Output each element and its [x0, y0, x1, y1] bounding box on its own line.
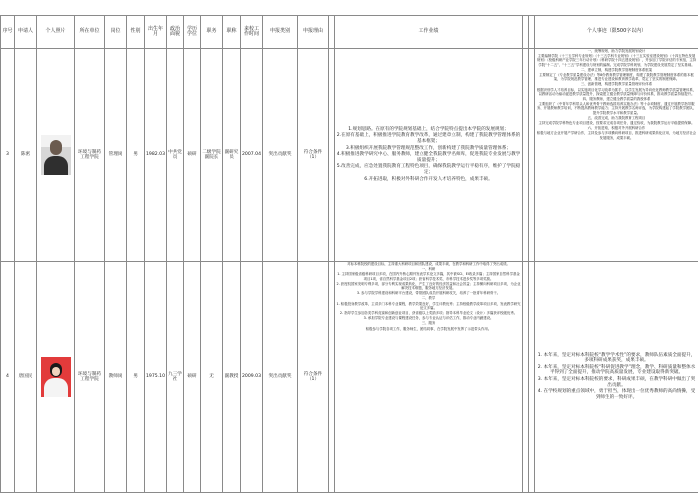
- story-item: 主持完成学院学科特色专业项目建设，按要求完成各项任务，通过验收，为我院教学运行平稳提供保障。: [538, 121, 695, 126]
- story-item: 六、开拓进取，积极对外开展科研合作: [587, 126, 646, 131]
- achievement-item: 1. 主持国家级省级科研项目多项，在国内外核心期刊发表学术论文多篇，其中被SCI、EI收录多篇；主持国家自然科学基金项目1项，省自然科学基金项目2项；获省科学技术奖、市科学技术进步奖等多项奖励。: [337, 272, 520, 281]
- unit-cell: 环境与制药工程学院: [75, 262, 105, 493]
- header-join: 来校工作时间: [241, 16, 263, 49]
- achievement-item: 积极参与学院各项工作，服务师生，团结同事，在学院发展中发挥了示范带头作用。: [365, 326, 492, 331]
- story-item: 一、统筹规划，助力学院发展规划设计: [587, 49, 646, 53]
- duty-cell: 二级学院副院长: [201, 49, 223, 262]
- story-item: 主要编制学院《十三五学科专业规划》《十三五学科专业规划》《十三五实验室建设规划》《十四五特色发展规划》《校级科研产业学院三年行动计划》《科研学院十四五建设规划》，并参加了学院评估的专家组，主持学院“十二五”、“十三五”学科建设与规划的编制。完成学院学科规划，为学院建设发展奠定了坚实基础。: [536, 54, 697, 67]
- header-row: [1, 16, 698, 49]
- gender-cell: 男: [127, 262, 145, 493]
- name-cell: 唐国民: [15, 262, 37, 493]
- achievement-item: 2. 指导学生参加各类学科竞赛和创新创业项目，获省级以上奖励多项；指导本科毕业论文（设计）多篇获评校级优秀。: [339, 311, 518, 316]
- join-cell: 2007.04: [241, 49, 263, 262]
- story-item: 二、建章立制，构建学院教学管理制度体系框架: [580, 67, 653, 72]
- achievement-item: 6.开拓进取，积极对外科研合作开发人才培养特色，成果丰硕。: [364, 176, 493, 182]
- politics-cell: 九三学社: [167, 262, 184, 493]
- reason-cell: 符合条件（1）: [298, 262, 329, 493]
- story-item: 根据识别学人才培养目标，以实施项目化学习改革为抓手，以学生发展为导向优化教师教学质量管理体系，以教研活动为驱动促进教学质量提升，探索建立健全教学质量保障与评价体系，推动教学质量持续提升。: [536, 87, 697, 96]
- header-photo: 个人照片: [37, 16, 75, 49]
- story-item: 3. 本年来，坚定对标本科院校的要求，科研成果丰硕，在教学科研中做出了突出贡献。: [537, 377, 696, 388]
- story-item: 三、创新管理，构建学院教学质量管理评价体系: [580, 82, 653, 87]
- category-cell: 突出贡献奖: [263, 49, 298, 262]
- achievement-item: 5.改善完成，应急处置我院教育工程特色项目，确保我院教学运行平稳有序，维护了学院稳定；: [336, 164, 521, 175]
- header-title: 职称: [223, 16, 241, 49]
- header-birth: 出生年月: [145, 16, 167, 49]
- title-cell: 副教授: [223, 262, 241, 493]
- story-item: 积极与地方企业开展产学研合作，主持及参与多项横向科研项目，推进科研成果转化应用，为地方经济社会发展服务，成果丰硕。: [536, 131, 697, 140]
- name-cell: 陈密: [15, 49, 37, 262]
- title-cell: 副研究员: [223, 49, 241, 262]
- story-item: 4. 在学校规划的重点领域中，勇于担当，体现出一位优秀教师的高尚情操，受到师生的一致好评。: [537, 389, 696, 400]
- story-item: 四、服务教师，建立健全教学质量的我校体系: [582, 97, 651, 102]
- post-cell: 管理岗: [105, 49, 127, 262]
- achievement-item: 1.规划思路。在原有的学院规划基础上，结合学院特点提出本学院的发展规划；: [348, 126, 509, 132]
- degree-cell: 硕研: [184, 262, 201, 493]
- achievement-item: 二、教学: [421, 296, 436, 301]
- achievements-cell: [335, 49, 523, 262]
- header-unit: 所在单位: [75, 16, 105, 49]
- header-category: 申报类别: [263, 16, 298, 49]
- header-seq: 序号: [1, 16, 15, 49]
- story-item: 2. 本年来，坚定对标本科院校“科研促进教学”理念，教学、科研质量和整体水平得到了全面提升，推动学院高质量发展，专业建设取得新突破。: [537, 364, 696, 376]
- header-achievements: 工作业绩: [335, 16, 523, 49]
- achievement-item: 4.积极推进教学研究中心、服务教师，建立健全我院教学名师库，促进我院专业发展与教学质量提升；: [336, 152, 521, 163]
- table-row: [1, 49, 698, 262]
- reason-cell: 符合条件（1）: [298, 49, 329, 262]
- header-duty: 职务: [201, 16, 223, 49]
- achievement-item: 三、服务: [421, 321, 436, 326]
- duty-cell: 无: [201, 262, 223, 493]
- post-cell: 教师岗: [105, 262, 127, 493]
- header-gender: 性别: [127, 16, 145, 49]
- header-story: 个人事迹（限500字以内）: [535, 16, 698, 49]
- photo-cell: [37, 49, 75, 262]
- achievement-item: 3. 承担学院专业建设与课程建设任务，参与专业认证与评估工作，推动专业内涵建设。: [363, 316, 494, 321]
- unit-cell: 环境与制药工程学院: [75, 49, 105, 262]
- achievement-item: 1. 积极投身教学改革，主讲多门本科专业课程，教学效果良好，学生评教优秀；主持校级教学改革项目多项，发表教学研究论文多篇。: [336, 301, 521, 310]
- birth-cell: 1982.03: [145, 49, 167, 262]
- achievements-cell: [335, 262, 523, 493]
- gender-cell: 男: [127, 49, 145, 262]
- header-reason: 申报理由: [298, 16, 329, 49]
- achievement-item: 对标本科院校的建设目标，主持重大科研项目和团队建设，成果丰硕，在教学和科研工作中取得了突出成绩。: [347, 262, 510, 266]
- achievement-item: 2.在原有基础上，积极推进学院教育教学改革，通过建章立制，构建了我院教学管理体系的基本框架；: [336, 133, 521, 145]
- story-item: 主要制定了《专业教学质量建设办法》等8份教育教学管理制度，构建了我院教学管理制度体系的基本框架，为学院规范教学管理、推进专业建设和教育教学改革，奠定了坚实的制度保障。: [539, 73, 694, 82]
- story-item: 主要组织了《中青年学科带头人和优秀骨干教师选拔培养实施办法》等十余项制度，通过开展教学指导服务、开展教师教学培训，不断提高教师教学能力；主持开展教学名师评选，为学院构建起了学院教学团队，提升学院教学水平和教学质量。: [536, 102, 697, 115]
- achievement-item: 3. 参与学院学科建设和科研平台建设，带领团队成员开展科研攻关，培养了一批青年科研骨干。: [356, 291, 501, 296]
- seq-cell: 3: [1, 49, 15, 262]
- table-row: [1, 262, 698, 493]
- achievement-item: 3.积极组织开展我院教学管理规范整改工作，创新构建了我院教学质量管理体系；: [345, 145, 512, 151]
- header-degree: 学历学位: [184, 16, 201, 49]
- politics-cell: 中共党员: [167, 49, 184, 262]
- category-cell: 突出贡献奖: [263, 262, 298, 493]
- story-cell: [535, 262, 698, 493]
- seq-cell: 4: [1, 262, 15, 493]
- photo-cell: [37, 262, 75, 493]
- header-politics: 政治面貌: [167, 16, 184, 49]
- header-post: 岗位: [105, 16, 127, 49]
- achievement-item: 一、科研: [421, 267, 436, 272]
- birth-cell: 1975.10: [145, 262, 167, 493]
- join-cell: 2009.03: [241, 262, 263, 493]
- achievement-item: 2. 获授权国家发明专利多项，部分专利实现成果转化，产生了良好的经济效益和社会效益；主持横向科研项目多项，为企业解决技术难题，服务地方经济发展。: [336, 281, 521, 291]
- story-cell: [535, 49, 698, 262]
- story-item: 五、改善完成，助力我院教育工程项目: [587, 115, 646, 120]
- person-photo-icon: [41, 357, 71, 397]
- degree-cell: 硕研: [184, 49, 201, 262]
- person-photo-icon: [41, 135, 71, 175]
- honor-application-table: [0, 15, 698, 493]
- header-name: 申请人: [15, 16, 37, 49]
- story-item: 1. 本年来，坚定对标本科院校“教学学术性”的要求，教师队伍素质全面提升，多项科研成果获奖，成果丰硕。: [537, 352, 696, 364]
